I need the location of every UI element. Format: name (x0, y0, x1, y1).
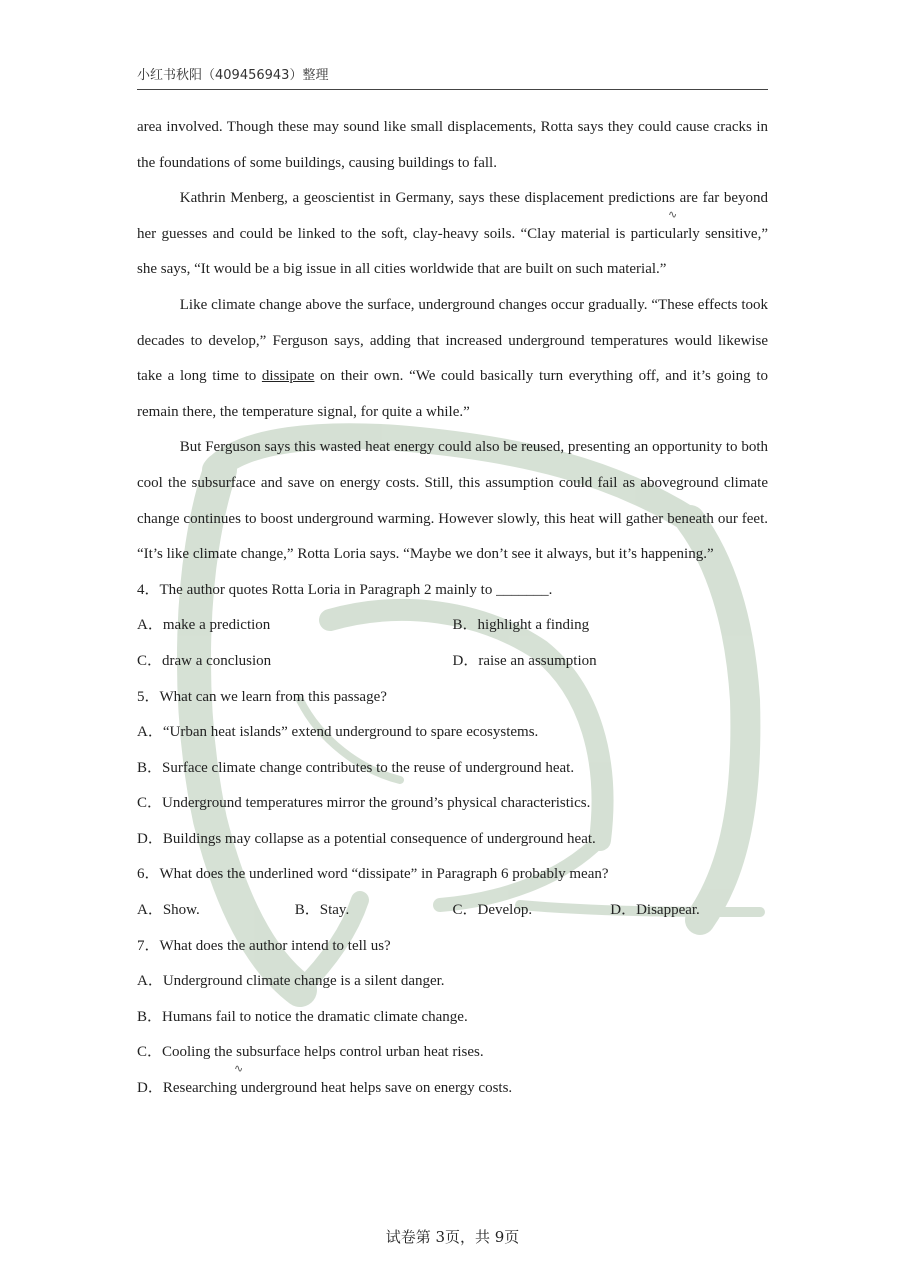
option: B．Humans fail to notice the dramatic climate change. (137, 1008, 468, 1025)
option: C．Develop. (452, 902, 533, 919)
option: B．Surface climate change contributes to the reuse of underground heat. (137, 759, 575, 776)
handwritten-mark: ∿ (234, 1062, 244, 1075)
question-stem: 7．What does the author intend to tell us? (137, 937, 391, 954)
option: B．highlight a finding (452, 617, 590, 634)
option: D．raise an assumption (452, 652, 597, 669)
page-number: 试卷第 3页，共 9页 (385, 1228, 520, 1246)
question-options (137, 893, 768, 929)
option: A．make a prediction (137, 617, 271, 634)
option: D．Researching underground heat helps save on energy costs. (137, 1080, 513, 1097)
option: A．“Urban heat islands” extend underground to spare ecosystems. (137, 724, 539, 741)
option: D．Buildings may collapse as a potential consequence of underground heat. (137, 830, 596, 847)
option: C．Cooling the subsurface helps control urban heat rises. (137, 1044, 484, 1061)
question-stem: 6．What does the underlined word “dissipate” in Paragraph 6 probably mean? (137, 866, 609, 883)
question-options (137, 608, 768, 644)
option: D．Disappear. (610, 902, 700, 919)
paragraph-text: on their own. “We could basically turn everything off, and it’s going to remain there, the temperature signal, for quite a while.” (137, 368, 768, 420)
option: C．Underground temperatures mirror the ground’s physical characteristics. (137, 795, 591, 812)
option: A．Underground climate change is a silent danger. (137, 973, 445, 990)
question-options (137, 644, 768, 680)
handwritten-mark: ∿ (668, 208, 678, 221)
paragraph (137, 288, 768, 430)
page-header: 小红书秋阳（409456943）整理 (137, 64, 768, 90)
option: C．draw a conclusion (137, 652, 272, 669)
paragraph: But Ferguson says this wasted heat energy could also be reused, presenting an opportunity to both cool the subsurface and save on energy costs. Still, this assumption could fail as aboveground climate change continues to boost underground warming. However slowly, this heat will gather beneath our feet. “It’s like climate change,” Rotta Loria says. “Maybe we don’t see it always, but it’s happening.” (137, 439, 768, 563)
document-body (137, 110, 768, 1107)
underlined-word: dissipate (261, 368, 315, 385)
paragraph: area involved. Though these may sound like small displacements, Rotta says they could cause cracks in the foundations of some buildings, causing buildings to fall. (137, 119, 768, 171)
question-stem: 4．The author quotes Rotta Loria in Paragraph 2 mainly to _______. (137, 581, 553, 598)
question-stem: 5．What can we learn from this passage? (137, 688, 387, 705)
option: A．Show. (137, 902, 200, 919)
paragraph: Kathrin Menberg, a geoscientist in Germany, says these displacement predictions are far beyond her guesses and could be linked to the soft, clay-heavy soils. “Clay material is particularly sensitive,” she says, “It would be a big issue in all cities worldwide that are built on such material.” (137, 190, 768, 278)
option: B．Stay. (294, 902, 350, 919)
paragraph-text: Like climate change above the surface, underground changes occur gradually. “These effects took decades to develop,” Ferguson says, adding that increased underground temperatures would likewise take a long time to (137, 296, 768, 385)
